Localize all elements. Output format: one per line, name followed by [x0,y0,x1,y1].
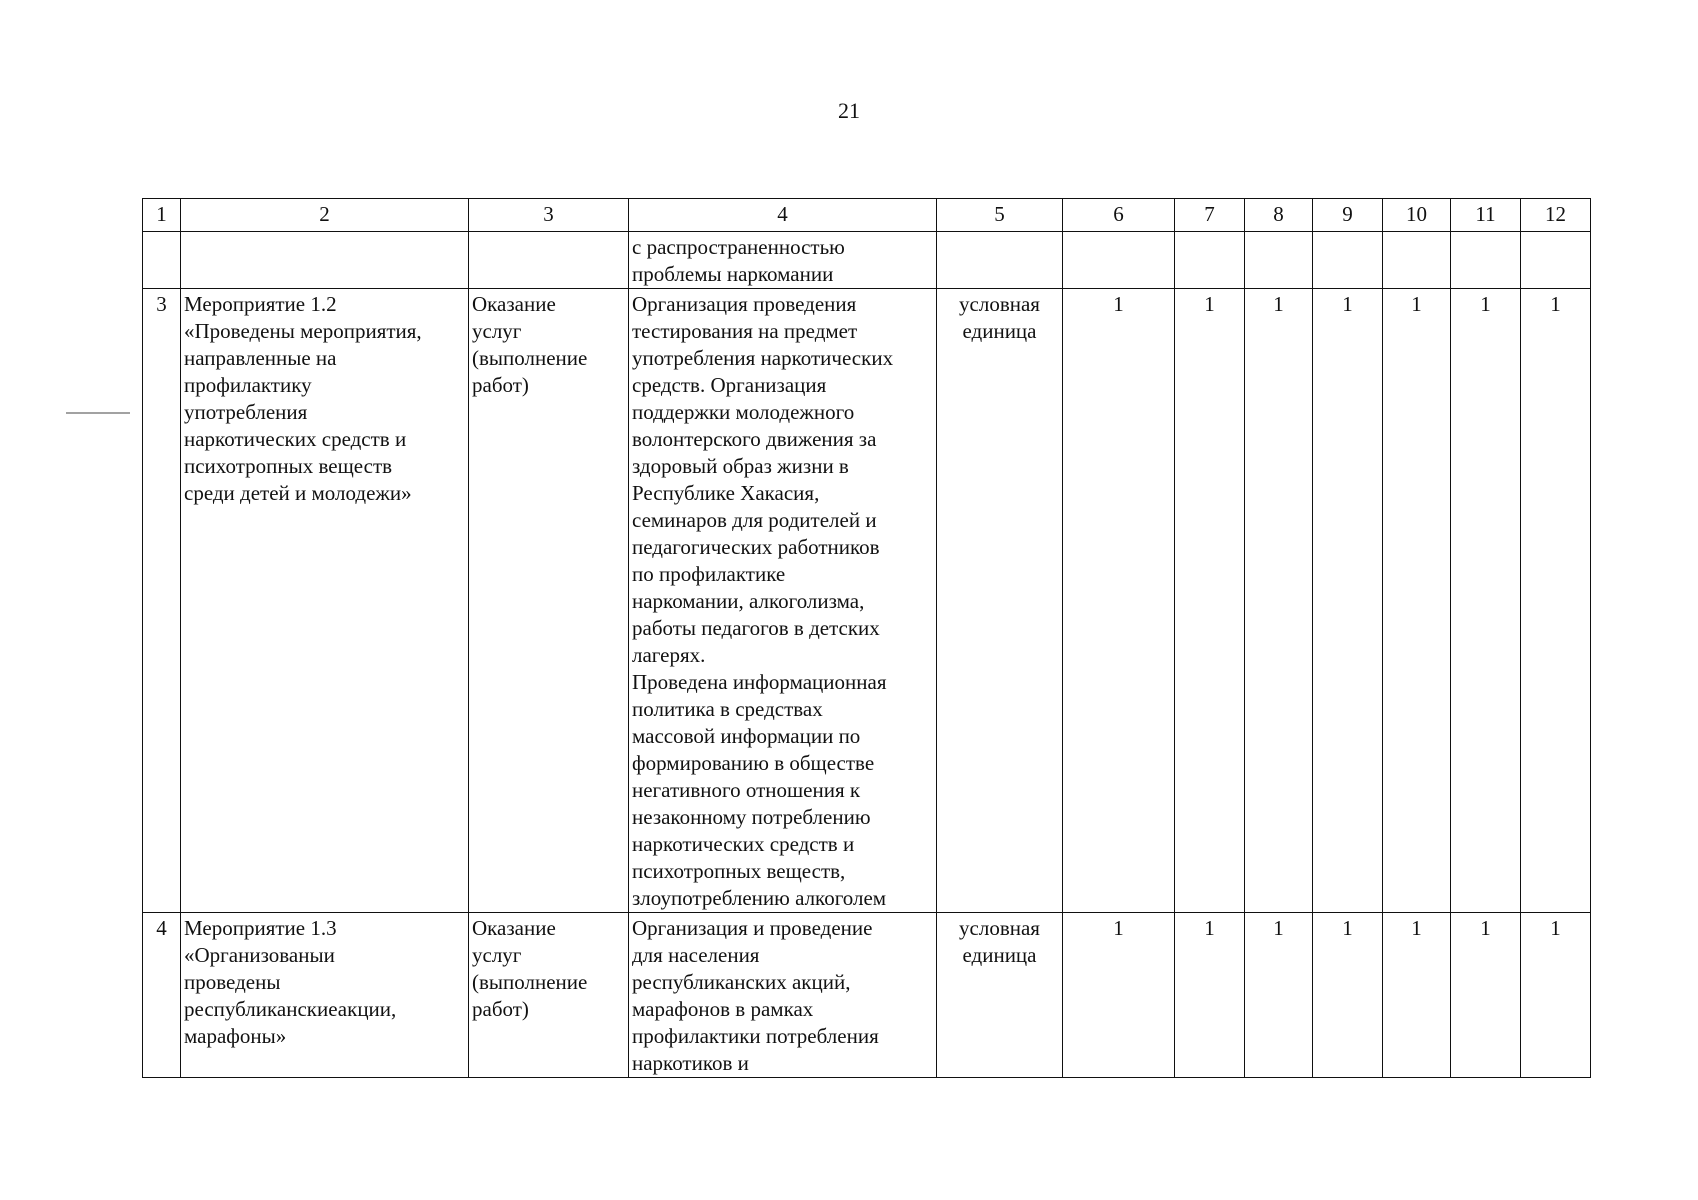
column-header-11: 11 [1451,199,1521,232]
justified-line [184,915,465,942]
text-line: Мероприятие 1.2 [184,292,337,316]
empty-cell [1063,232,1175,289]
continuation-description [629,232,937,289]
justified-line [184,942,465,969]
text-line: услуг [472,943,522,967]
text-line: профилактики потребления [632,1024,879,1048]
stamp-underline [66,412,130,414]
text-line: Оказание [472,292,556,316]
text-line: волонтерского движения за [632,427,877,451]
empty-cell [1313,232,1383,289]
text-line: политика в средствах [632,697,823,721]
text-line: для населения [632,943,760,967]
column-header-5: 5 [937,199,1063,232]
program-table [142,198,1591,1078]
text-line: Организация проведения [632,292,857,316]
value-cell: 1 [1063,913,1175,1078]
text-line: республиканских акций, [632,970,851,994]
column-header-6: 6 [1063,199,1175,232]
text-line: семинаров для родителей и [632,508,877,532]
column-header-8: 8 [1245,199,1313,232]
empty-cell [181,232,469,289]
column-header-4: 4 [629,199,937,232]
text-line: лагерях. [632,643,706,667]
text-line: среди детей и молодежи» [184,481,412,505]
text-line: «Проведены мероприятия, [184,319,422,343]
column-header-9: 9 [1313,199,1383,232]
text-line: употребления [184,400,308,424]
text-line: проблемы наркомании [632,262,834,286]
text-line: поддержки молодежного [632,400,855,424]
value-cell: 1 [1313,289,1383,913]
text-line: услуг [472,319,522,343]
value-cell: 1 [1175,289,1245,913]
text-line: формированию в обществе [632,751,875,775]
line-word: Мероприятие 1.3 [184,916,337,940]
text-line: условная [959,916,1040,940]
text-line: тестирования на предмет [632,319,858,343]
column-header-7: 7 [1175,199,1245,232]
text-line: с распространенностью [632,235,845,259]
event-name [181,913,469,1078]
unit-of-measure [937,289,1063,913]
text-line: единица [962,319,1037,343]
empty-cell [1521,232,1591,289]
row-number: 3 [143,289,181,913]
text-line: психотропных веществ [184,454,393,478]
line-word: акции, [337,997,397,1021]
text-line: негативного отношения к [632,778,861,802]
margin-registration-stamp [62,200,134,415]
text-line: единица [962,943,1037,967]
unit-of-measure [937,913,1063,1078]
justified-line [184,969,465,996]
text-line: педагогических работников [632,535,880,559]
column-header-2: 2 [181,199,469,232]
indicator-description [629,913,937,1078]
empty-cell [1245,232,1313,289]
event-name [181,289,469,913]
table-row [143,289,1591,913]
text-line: незаконному потреблению [632,805,871,829]
text-line: профилактику [184,373,312,397]
text-line: работы педагогов в детских [632,616,880,640]
text-line: (выполнение [472,346,588,370]
text-line: (выполнение [472,970,588,994]
value-cell: 1 [1313,913,1383,1078]
value-cell: 1 [1383,913,1451,1078]
text-line: марафонов в рамках [632,997,814,1021]
column-header-1: 1 [143,199,181,232]
text-line: психотропных веществ, [632,859,846,883]
line-word: «Организованы [184,943,324,967]
text-line: употребления наркотических [632,346,894,370]
justified-line [184,1023,465,1050]
text-line: Организация и проведение [632,916,873,940]
empty-cell [1451,232,1521,289]
text-line: здоровый образ жизни в [632,454,849,478]
line-word: проведены [184,970,281,994]
column-header-3: 3 [469,199,629,232]
value-cell: 1 [1245,913,1313,1078]
empty-cell [937,232,1063,289]
value-cell: 1 [1451,913,1521,1078]
service-type [469,289,629,913]
text-line: массовой информации по [632,724,861,748]
column-header-10: 10 [1383,199,1451,232]
text-line: работ) [472,373,529,397]
empty-cell [143,232,181,289]
column-header-12: 12 [1521,199,1591,232]
value-cell: 1 [1245,289,1313,913]
text-line: наркотических средств и [632,832,855,856]
text-line: Проведена информационная [632,670,887,694]
line-word: республиканские [184,997,338,1021]
value-cell: 1 [1383,289,1451,913]
value-cell: 1 [1521,913,1591,1078]
text-line: направленные на [184,346,337,370]
empty-cell [1383,232,1451,289]
table-row [143,913,1591,1078]
text-line: по профилактике [632,562,786,586]
text-line: средств. Организация [632,373,827,397]
empty-cell [1175,232,1245,289]
value-cell: 1 [1451,289,1521,913]
page-number: 21 [838,98,860,123]
indicator-description [629,289,937,913]
text-line: наркомании, алкоголизма, [632,589,865,613]
service-type [469,913,629,1078]
continuation-row [143,232,1591,289]
value-cell: 1 [1175,913,1245,1078]
text-line: злоупотреблению алкоголем [632,886,887,910]
line-word: и [323,943,335,967]
text-line: условная [959,292,1040,316]
row-number: 4 [143,913,181,1078]
text-line: Республике Хакасия, [632,481,820,505]
value-cell: 1 [1063,289,1175,913]
value-cell: 1 [1521,289,1591,913]
text-line: наркотиков и [632,1051,749,1075]
text-line: работ) [472,997,529,1021]
header-row [143,199,1591,232]
justified-line [184,996,465,1023]
text-line: Оказание [472,916,556,940]
empty-cell [469,232,629,289]
line-word: марафоны» [184,1024,287,1048]
text-line: наркотических средств и [184,427,407,451]
